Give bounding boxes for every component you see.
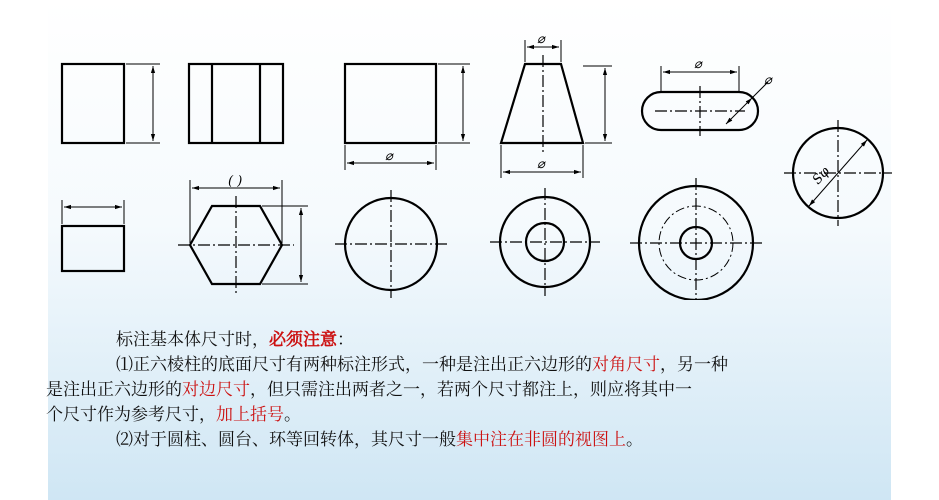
dimensioning-notes <box>46 328 882 453</box>
notes-item1-line1 <box>82 353 882 378</box>
item1-diagonal-emphasis: 对角尺寸 <box>592 355 660 375</box>
item2-text: ⑵对于圆柱、圆台、环等回转体，其尺寸一般 <box>116 430 456 450</box>
prism-front-view <box>62 64 160 143</box>
item2-text: 。 <box>626 430 643 450</box>
intro-colon: ： <box>337 330 354 350</box>
notes-intro <box>82 328 882 353</box>
item1-flat-emphasis: 对边尺寸 <box>182 380 250 400</box>
notes-item1-line2 <box>46 378 882 403</box>
torus-front-view <box>642 57 773 136</box>
diameter-label: ⌀ <box>385 149 393 164</box>
torus-top-view <box>630 178 762 300</box>
hex-prism-front-view <box>189 64 283 143</box>
intro-text: 标注基本体尺寸时， <box>116 330 269 350</box>
item2-emphasis: 集中注在非圆的视图上 <box>456 430 626 450</box>
item1-text: ，但只需注出两者之一，若两个尺寸都注上，则应将其中一 <box>250 380 692 400</box>
item1-text: 个尺寸作为参考尺寸， <box>46 405 216 425</box>
item1-text: ，另一种 <box>660 355 728 375</box>
prism-top-view <box>62 200 124 271</box>
notes-item1-line3 <box>46 403 882 428</box>
hexagon-top-view <box>178 174 308 294</box>
item1-text: ⑴正六棱柱的底面尺寸有两种标注形式，一种是注出正六边形的 <box>116 355 592 375</box>
truncated-cone-top-view <box>490 188 600 296</box>
cylinder-top-view <box>335 190 447 298</box>
cylinder-front-view <box>345 64 470 170</box>
item1-text: 。 <box>284 405 301 425</box>
item1-text: 是注出正六边形的 <box>46 380 182 400</box>
parenthesized-dimension-label: ( ) <box>228 174 243 189</box>
intro-emphasis: 必须注意 <box>269 330 337 350</box>
diameter-label: ⌀ <box>694 57 702 72</box>
sphere-diameter-label: Sφ <box>809 164 834 188</box>
sphere-view <box>784 120 892 226</box>
truncated-cone-front-view <box>501 32 612 178</box>
notes-item2 <box>82 428 882 453</box>
diameter-label: ⌀ <box>537 32 545 47</box>
diameter-label: ⌀ <box>537 157 545 172</box>
diameter-label: ⌀ <box>764 73 772 88</box>
item1-paren-emphasis: 加上括号 <box>216 405 284 425</box>
